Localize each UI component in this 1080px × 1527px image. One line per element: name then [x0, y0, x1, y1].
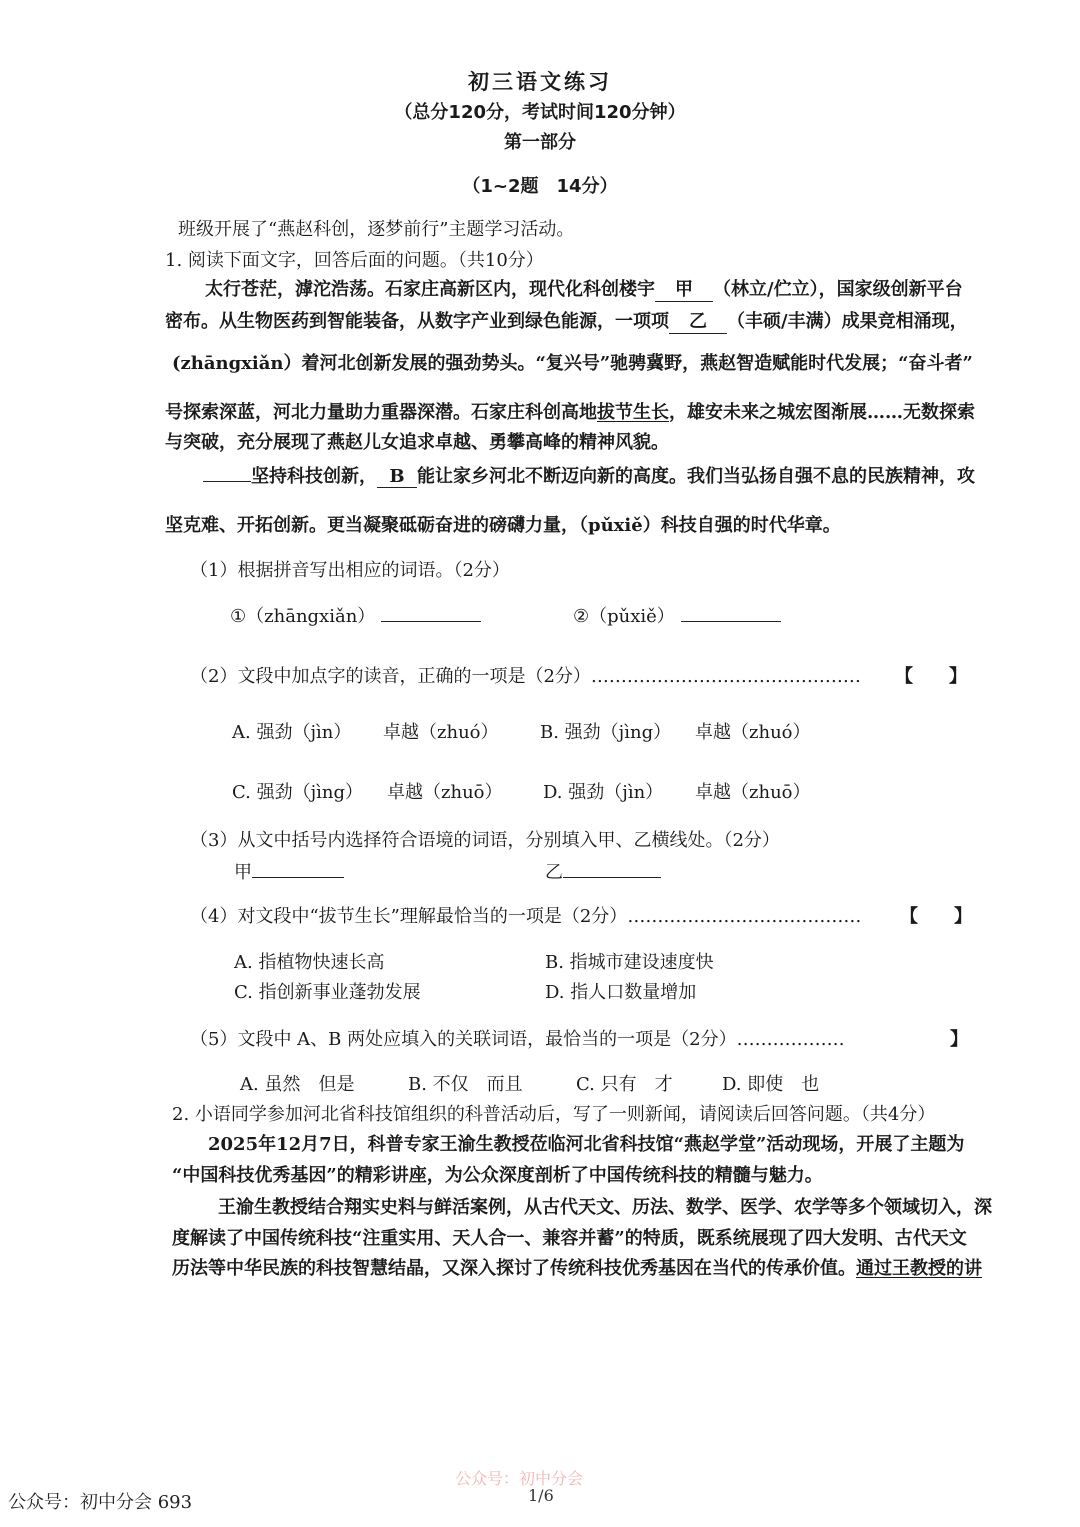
passage-text: 坚持科技创新，	[251, 466, 377, 487]
sq2-option-c2: 卓越（zhuō）	[387, 782, 503, 803]
sq2-option-b2: 卓越（zhuó）	[695, 722, 811, 743]
q2-stem: 2. 小语同学参加河北省科技馆组织的科普活动后，写了一则新闻，请阅读后回答问题。（共4分）	[172, 1104, 936, 1125]
sq5-option-a: A. 虽然 但是	[240, 1074, 355, 1095]
answer-blank[interactable]	[252, 877, 344, 878]
intro-text: 班级开展了“燕赵科创，逐梦前行”主题学习活动。	[178, 219, 575, 240]
news-text: 历法等中华民族的科技智慧结晶，又深入探讨了传统科技优秀基因在当代的传承价值。	[172, 1258, 856, 1279]
sq4-stem-text: （4）对文段中“拔节生长”理解最恰当的一项是（2分）	[190, 906, 628, 927]
sq3-yi	[545, 858, 661, 884]
page-number: 1/6	[528, 1486, 554, 1505]
part-heading: 第一部分	[504, 132, 576, 153]
sq2-option-a2: 卓越（zhuó）	[383, 722, 499, 743]
passage-line	[165, 307, 968, 334]
sq3-yi-label: 乙	[545, 862, 563, 883]
passage-line	[203, 462, 975, 488]
passage-line	[205, 275, 963, 302]
sq2-option-d1: D. 强劲（jìn）	[543, 782, 664, 803]
blank-a[interactable]	[203, 481, 251, 482]
sq3-jia-label: 甲	[234, 862, 252, 883]
passage-line: 与突破，充分展现了燕赵儿女追求卓越、勇攀高峰的精神风貌。	[165, 432, 669, 453]
leader-dots: ………………	[736, 1029, 845, 1050]
blank-jia[interactable]: 甲	[655, 275, 713, 302]
passage-text: 能让家乡河北不断迈向新的高度。我们当弘扬自强不息的民族精神，攻	[417, 466, 975, 487]
sq5-option-b: B. 不仅 而且	[408, 1074, 523, 1095]
sq2-stem-text: （2）文段中加点字的读音，正确的一项是（2分）	[190, 666, 591, 687]
leader-dots: …………………………………	[627, 906, 862, 927]
q1-stem: 1. 阅读下面文字，回答后面的问题。（共10分）	[165, 250, 544, 271]
sq3-stem: （3）从文中括号内选择符合语境的词语，分别填入甲、乙横线处。（2分）	[190, 830, 780, 851]
sq2-option-d2: 卓越（zhuō）	[695, 782, 811, 803]
answer-bracket[interactable]: 】	[950, 1029, 968, 1050]
passage-line: (zhāngxiǎn）着河北创新发展的强劲势头。“复兴号”驰骋冀野，燕赵智造赋能时代发展；“奋斗者”	[172, 353, 973, 374]
page-title: 初三语文练习	[468, 70, 612, 94]
blank-b[interactable]: B	[377, 466, 417, 488]
passage-text: 太行苍茫，滹沱浩荡。石家庄高新区内，现代化科创楼宇	[205, 279, 655, 300]
sq2-option-c1: C. 强劲（jìng）	[232, 782, 364, 803]
passage-line: 坚克难、开拓创新。更当凝聚砥砺奋进的磅礴力量，（pǔxiě）科技自强的时代华章。	[165, 515, 841, 536]
sq5-stem-text: （5）文段中 A、B 两处应填入的关联词语，最恰当的一项是（2分）	[190, 1029, 737, 1050]
sq1-item2	[573, 602, 781, 628]
underlined-phrase: 通过王教授的讲	[856, 1258, 982, 1279]
passage-text: 号探索深蓝，河北力量助力重器深潜。石家庄科创高地	[165, 402, 597, 423]
sq5-stem	[190, 1025, 845, 1051]
sq1-item1	[230, 602, 481, 628]
sq4-option-b: B. 指城市建设速度快	[545, 952, 714, 973]
sq3-jia	[234, 858, 344, 884]
news-line: 王渝生教授结合翔实史料与鲜活案例，从古代天文、历法、数学、医学、农学等多个领域切入，深	[218, 1197, 992, 1218]
answer-bracket[interactable]: 【 】	[900, 906, 972, 927]
section-heading: （1~2题 14分）	[462, 176, 618, 197]
sq1-stem: （1）根据拼音写出相应的词语。（2分）	[190, 560, 510, 581]
answer-blank[interactable]	[381, 621, 481, 622]
watermark: 公众号：初中分会	[455, 1469, 584, 1488]
sq1-item1-label: ①（zhāngxiǎn）	[230, 606, 376, 627]
sq4-option-a: A. 指植物快速长高	[234, 952, 385, 973]
passage-line	[165, 398, 975, 424]
news-line: 2025年12月7日，科普专家王渝生教授莅临河北省科技馆“燕赵学堂”活动现场，开展了主题为	[208, 1134, 965, 1155]
answer-bracket[interactable]: 【 】	[895, 666, 967, 687]
footer-account: 公众号：初中分会 693	[8, 1492, 193, 1513]
blank-yi[interactable]: 乙	[669, 307, 727, 334]
passage-text: （丰硕/丰满）成果竞相涌现，	[727, 311, 968, 332]
sq5-option-c: C. 只有 才	[576, 1074, 673, 1095]
sq2-option-b1: B. 强劲（jìng）	[540, 722, 672, 743]
answer-blank[interactable]	[563, 877, 661, 878]
sq2-stem	[190, 662, 861, 688]
sq4-option-c: C. 指创新事业蓬勃发展	[234, 982, 421, 1003]
sq4-option-d: D. 指人口数量增加	[545, 982, 697, 1003]
passage-text: （林立/伫立），国家级创新平台	[713, 279, 963, 300]
underlined-phrase: 拔节生长	[597, 402, 669, 423]
leader-dots: ………………………………………	[590, 666, 861, 687]
passage-text: 密布。从生物医药到智能装备，从数字产业到绿色能源，一项项	[165, 311, 669, 332]
sq4-stem	[190, 902, 861, 928]
news-line: 度解读了中国传统科技“注重实用、天人合一、兼容并蓄”的特质，既系统展现了四大发明、古代天文	[172, 1228, 967, 1249]
passage-text: ，雄安未来之城宏图渐展……无数探索	[669, 402, 975, 423]
sq5-option-d: D. 即使 也	[722, 1074, 820, 1095]
news-line	[172, 1254, 982, 1280]
sq2-option-a1: A. 强劲（jìn）	[232, 722, 352, 743]
sq1-item2-label: ②（pǔxiě）	[573, 606, 675, 627]
news-line: “中国科技优秀基因”的精彩讲座，为公众深度剖析了中国传统科技的精髓与魅力。	[172, 1165, 823, 1186]
answer-blank[interactable]	[681, 621, 781, 622]
page-subtitle: （总分120分，考试时间120分钟）	[394, 102, 686, 123]
